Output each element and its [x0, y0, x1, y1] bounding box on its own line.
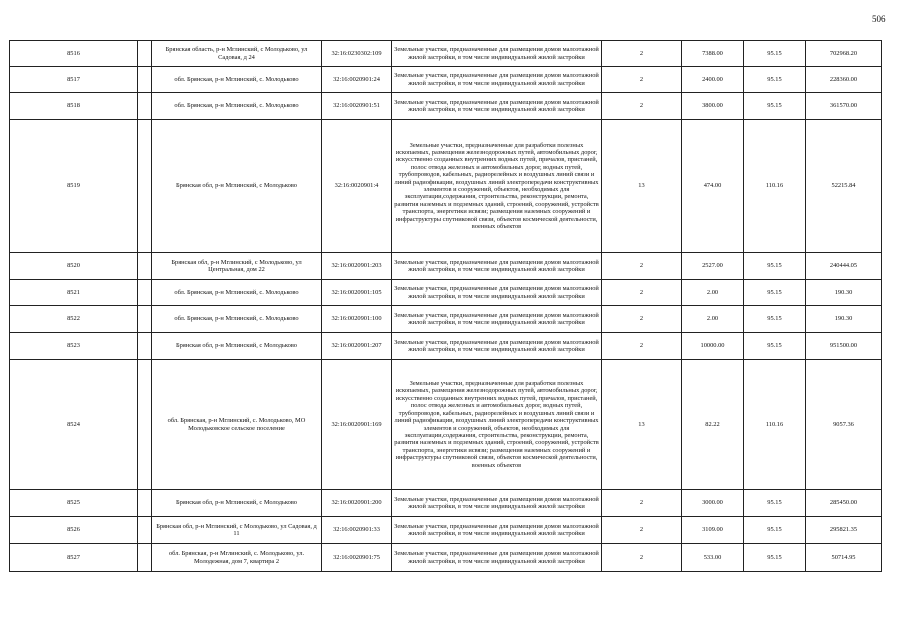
rate-cell: 95.15: [744, 93, 806, 120]
address-cell: обл. Брянская, р-н Мглинский, с. Молодьково, ул. Молодежная, дом 7, квартира 2: [152, 544, 322, 572]
group-cell: 2: [602, 93, 682, 120]
rate-cell: 110.16: [744, 360, 806, 490]
blank-cell: [138, 93, 152, 120]
rate-cell: 95.15: [744, 490, 806, 517]
land-use-cell: Земельные участки, предназначенные для размещения домов малоэтажной жилой застройки, в том числе индивидуальной жилой застройки: [392, 306, 602, 333]
address-cell: обл. Брянская, р-н Мглинский, с. Молодьково: [152, 67, 322, 93]
row-number: 8522: [10, 306, 138, 333]
cadastral-number-cell: 32:16:0020901:4: [322, 120, 392, 253]
blank-cell: [138, 67, 152, 93]
table-row: [10, 67, 882, 93]
rate-cell: 110.16: [744, 120, 806, 253]
address-cell: обл. Брянская, р-н Мглинский, с. Молодьково, МО Молодьковское сельское поселение: [152, 360, 322, 490]
address-cell: Брянская обл, р-н Мглинский, с Молодьково: [152, 120, 322, 253]
row-number: 8521: [10, 280, 138, 306]
land-use-cell: Земельные участки, предназначенные для разработки полезных ископаемых, размещения железнодорожных путей, автомобильных дорог, искусственно созданных внутренних водных путей, причалов, пристаней, полос отвода железных и автомобильных дорог, водных путей, трубопроводов, кабельных, радиорелейных и воздушных линий связи и линий радиофикации, воздушных линий электропередачи конструктивных элементов и сооружений, объектов, необходимых для эксплуатации,содержания, строительства, реконструкции, ремонта, развития наземных и подземных зданий, строений, сооружений, устройств транспорта, энергетики исвязи; размещения наземных сооружений и инфраструктуры спутниковой связи, объектов космической деятельности, военных объектов: [392, 120, 602, 253]
area-cell: 2527.00: [682, 253, 744, 280]
rate-cell: 95.15: [744, 306, 806, 333]
group-cell: 2: [602, 333, 682, 360]
cadastral-value-cell: 702968.20: [806, 41, 882, 67]
address-cell: обл. Брянская, р-н Мглинский, с. Молодьково: [152, 93, 322, 120]
blank-cell: [138, 120, 152, 253]
cadastral-number-cell: 32:16:0020901:33: [322, 517, 392, 544]
land-use-cell: Земельные участки, предназначенные для размещения домов малоэтажной жилой застройки, в том числе индивидуальной жилой застройки: [392, 253, 602, 280]
row-number: 8519: [10, 120, 138, 253]
cadastral-number-cell: 32:16:0230302:109: [322, 41, 392, 67]
land-use-cell: Земельные участки, предназначенные для размещения домов малоэтажной жилой застройки, в том числе индивидуальной жилой застройки: [392, 41, 602, 67]
cadastral-number-cell: 32:16:0020901:75: [322, 544, 392, 572]
cadastral-value-cell: 9057.36: [806, 360, 882, 490]
cadastral-number-cell: 32:16:0020901:169: [322, 360, 392, 490]
table-row: [10, 333, 882, 360]
blank-cell: [138, 280, 152, 306]
table-row: [10, 490, 882, 517]
cadastral-value-cell: 190.30: [806, 306, 882, 333]
land-use-cell: Земельные участки, предназначенные для разработки полезных ископаемых, размещения железнодорожных путей, автомобильных дорог, искусственно созданных внутренних водных путей, причалов, пристаней, полос отвода железных и автомобильных дорог, водных путей, трубопроводов, кабельных, радиорелейных и воздушных линий связи и линий радиофикации, воздушных линий электропередачи конструктивных элементов и сооружений, объектов, необходимых для эксплуатации,содержания, строительства, реконструкции, ремонта, развития наземных и подземных зданий, строений, сооружений, устройств транспорта, энергетики исвязи; размещения наземных сооружений и инфраструктуры спутниковой связи, объектов космической деятельности, военных объектов: [392, 360, 602, 490]
cadastral-number-cell: 32:16:0020901:200: [322, 490, 392, 517]
cadastral-number-cell: 32:16:0020901:24: [322, 67, 392, 93]
cadastral-value-cell: 295821.35: [806, 517, 882, 544]
blank-cell: [138, 544, 152, 572]
land-use-cell: Земельные участки, предназначенные для размещения домов малоэтажной жилой застройки, в том числе индивидуальной жилой застройки: [392, 67, 602, 93]
table-body: [10, 41, 882, 572]
area-cell: 82.22: [682, 360, 744, 490]
cadastral-number-cell: 32:16:0020901:105: [322, 280, 392, 306]
blank-cell: [138, 333, 152, 360]
address-cell: Брянская обл, р-н Мглинский, с Молодьково: [152, 333, 322, 360]
rate-cell: 95.15: [744, 280, 806, 306]
table-row: [10, 253, 882, 280]
row-number: 8520: [10, 253, 138, 280]
group-cell: 13: [602, 360, 682, 490]
blank-cell: [138, 253, 152, 280]
rate-cell: 95.15: [744, 67, 806, 93]
cadastral-number-cell: 32:16:0020901:203: [322, 253, 392, 280]
address-cell: Брянская обл, р-н Мглинский, с Молодьково, ул Садовая, д 11: [152, 517, 322, 544]
group-cell: 2: [602, 517, 682, 544]
rate-cell: 95.15: [744, 253, 806, 280]
row-number: 8524: [10, 360, 138, 490]
address-cell: обл. Брянская, р-н Мглинский, с. Молодьково: [152, 306, 322, 333]
blank-cell: [138, 517, 152, 544]
group-cell: 2: [602, 67, 682, 93]
area-cell: 3800.00: [682, 93, 744, 120]
blank-cell: [138, 306, 152, 333]
land-use-cell: Земельные участки, предназначенные для размещения домов малоэтажной жилой застройки, в том числе индивидуальной жилой застройки: [392, 280, 602, 306]
group-cell: 2: [602, 544, 682, 572]
table-row: [10, 544, 882, 572]
table-row: [10, 306, 882, 333]
area-cell: 2.00: [682, 306, 744, 333]
cadastral-value-cell: 361570.00: [806, 93, 882, 120]
row-number: 8523: [10, 333, 138, 360]
area-cell: 3000.00: [682, 490, 744, 517]
address-cell: обл. Брянская, р-н Мглинский, с. Молодьково: [152, 280, 322, 306]
table-row: [10, 360, 882, 490]
land-use-cell: Земельные участки, предназначенные для размещения домов малоэтажной жилой застройки, в том числе индивидуальной жилой застройки: [392, 93, 602, 120]
group-cell: 2: [602, 306, 682, 333]
cadastral-value-cell: 228360.00: [806, 67, 882, 93]
table-row: [10, 93, 882, 120]
cadastral-value-cell: 52215.84: [806, 120, 882, 253]
blank-cell: [138, 41, 152, 67]
cadastral-value-cell: 50714.95: [806, 544, 882, 572]
address-cell: Брянская область, р-н Мглинский, с Молодьково, ул Садовая, д 24: [152, 41, 322, 67]
table-row: [10, 120, 882, 253]
cadastral-value-cell: 190.30: [806, 280, 882, 306]
area-cell: 10000.00: [682, 333, 744, 360]
cadastral-number-cell: 32:16:0020901:100: [322, 306, 392, 333]
row-number: 8518: [10, 93, 138, 120]
cadastral-value-cell: 285450.00: [806, 490, 882, 517]
cadastral-value-cell: 951500.00: [806, 333, 882, 360]
table-row: [10, 517, 882, 544]
area-cell: 3109.00: [682, 517, 744, 544]
cadastral-number-cell: 32:16:0020901:51: [322, 93, 392, 120]
area-cell: 533.00: [682, 544, 744, 572]
address-cell: Брянская обл, р-н Мглинский, с Молодьково: [152, 490, 322, 517]
row-number: 8516: [10, 41, 138, 67]
rate-cell: 95.15: [744, 517, 806, 544]
cadastral-value-cell: 240444.05: [806, 253, 882, 280]
row-number: 8527: [10, 544, 138, 572]
rate-cell: 95.15: [744, 333, 806, 360]
cadastral-value-table: [9, 40, 882, 572]
land-use-cell: Земельные участки, предназначенные для размещения домов малоэтажной жилой застройки, в том числе индивидуальной жилой застройки: [392, 544, 602, 572]
area-cell: 2400.00: [682, 67, 744, 93]
land-use-cell: Земельные участки, предназначенные для размещения домов малоэтажной жилой застройки, в том числе индивидуальной жилой застройки: [392, 490, 602, 517]
area-cell: 7388.00: [682, 41, 744, 67]
group-cell: 2: [602, 253, 682, 280]
rate-cell: 95.15: [744, 41, 806, 67]
table-row: [10, 280, 882, 306]
group-cell: 13: [602, 120, 682, 253]
land-use-cell: Земельные участки, предназначенные для размещения домов малоэтажной жилой застройки, в том числе индивидуальной жилой застройки: [392, 333, 602, 360]
row-number: 8525: [10, 490, 138, 517]
address-cell: Брянская обл, р-н Мглинский, с Молодьково, ул Центральная, дом 22: [152, 253, 322, 280]
group-cell: 2: [602, 280, 682, 306]
rate-cell: 95.15: [744, 544, 806, 572]
land-use-cell: Земельные участки, предназначенные для размещения домов малоэтажной жилой застройки, в том числе индивидуальной жилой застройки: [392, 517, 602, 544]
page-number: 506: [872, 14, 886, 24]
area-cell: 474.00: [682, 120, 744, 253]
blank-cell: [138, 360, 152, 490]
area-cell: 2.00: [682, 280, 744, 306]
group-cell: 2: [602, 41, 682, 67]
group-cell: 2: [602, 490, 682, 517]
table-row: [10, 41, 882, 67]
row-number: 8526: [10, 517, 138, 544]
blank-cell: [138, 490, 152, 517]
cadastral-number-cell: 32:16:0020901:207: [322, 333, 392, 360]
row-number: 8517: [10, 67, 138, 93]
